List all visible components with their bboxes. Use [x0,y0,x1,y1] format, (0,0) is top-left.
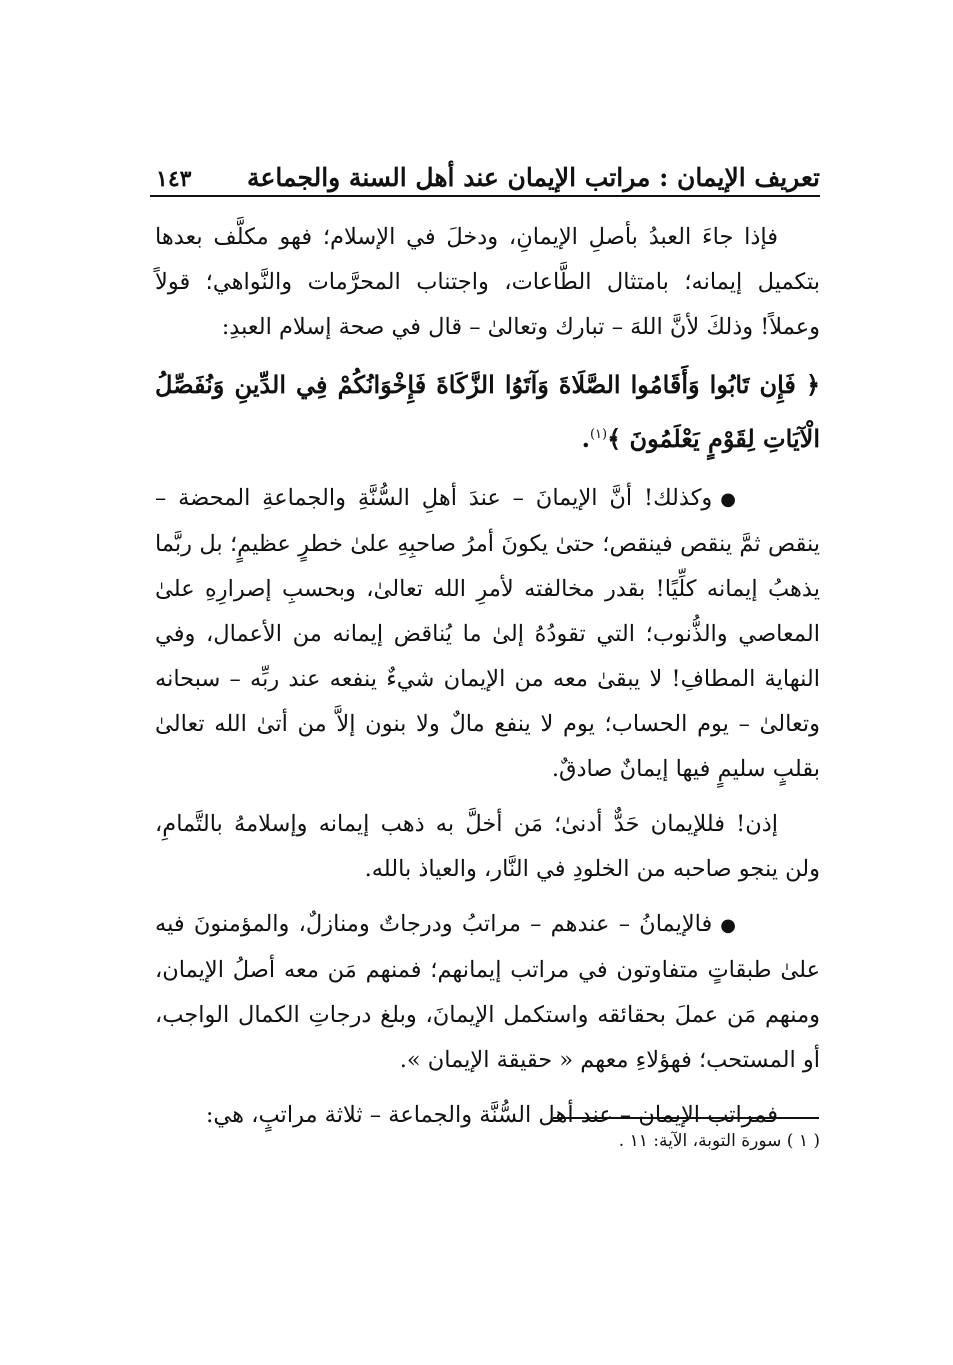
page-header [150,150,820,192]
paragraph-text: وكذلك! أنَّ الإيمانَ – عندَ أهلِ السُّنَّةِ والجماعةِ المحضة – ينقص ثمَّ ينقص فينقص؛ حتىٰ يكونَ أمرُ صاحبِهِ علىٰ خطرٍ عظيمٍ؛ بل ربَّما يذهبُ إيمانه كلِّيًا! بقدر مخالفته لأمرِ الله تعالىٰ، وبحسبِ إصرارِهِ علىٰ المعاصي والذُّنوب؛ التي تقودُهُ إلىٰ ما يُناقض إيمانه من الأعمال، وفي النهاية المطافِ! لا يبقىٰ معه من الإيمان شيءٌ ينفعه عند ربِّه – سبحانه وتعالىٰ – يوم الحساب؛ يوم لا ينفع مالٌ ولا بنون إلاَّ من أتىٰ الله تعالىٰ بقلبٍ سليمٍ فيها إيمانٌ صادقٌ. [155,485,820,782]
verse-text: ﴿ فَإِن تَابُوا وَأَقَامُوا الصَّلَاةَ وَآتَوُا الزَّكَاةَ فَإِخْوَانُكُمْ فِي الدِّينِ وَنُفَصِّلُ الْآيَاتِ لِقَوْمٍ يَعْلَمُونَ ﴾ [155,370,820,453]
bullet-icon: ● [720,915,736,936]
body-text [155,215,820,1148]
bullet-icon: ● [720,489,736,510]
footnote-rule [553,1117,819,1119]
running-title: تعريف الإيمان : مراتب الإيمان عند أهل السنة والجماعة [247,163,820,192]
verse-end-punctuation: . [581,424,590,453]
paragraph [155,802,820,892]
paragraph [155,215,820,350]
header-rule [150,195,820,197]
footnote: ( ١ ) سورة التوبة، الآية: ١١ . [618,1131,820,1151]
paragraph-text: فالإيمانُ – عندهم – مراتبُ ودرجاتٌ ومنازلٌ، والمؤمنونَ فيه علىٰ طبقاتٍ متفاوتون في مراتب إيمانهم؛ فمنهم مَن معه أصلُ الإيمان، ومنهم مَن عملَ بحقائقه واستكمل الإيمانَ، وبلغ درجاتِ الكمال الواجب، أو المستحب؛ فهؤلاءِ معهم « حقيقة الإيمان ». [155,911,820,1073]
quranic-verse [155,360,820,464]
page-number: ١٤٣ [156,166,192,192]
paragraph [155,902,820,1083]
footnote-reference: (١) [589,427,608,442]
paragraph-text: فمراتب الإيمان – عند أهل السُّنَّة والجماعة – ثلاثة مراتبٍ، هي: [205,1102,778,1128]
paragraph-text: إذن! فللإيمان حَدٌّ أدنىٰ؛ مَن أخلَّ به ذهب إيمانه وإسلامهُ بالتَّمامِ، ولن ينجو صاحبه من الخلودِ في النَّار، والعياذ بالله. [155,811,820,882]
paragraph [155,476,820,792]
paragraph-text: فإذا جاءَ العبدُ بأصلِ الإيمانِ، ودخلَ في الإسلام؛ فهو مكلَّف بعدها بتكميل إيمانه؛ بامتثال الطَّاعات، واجتناب المحرَّمات والنَّواهي؛ قولاً وعملاً! وذلكَ لأنَّ اللهَ – تبارك وتعالىٰ – قال في صحة إسلام العبدِ: [155,224,820,340]
